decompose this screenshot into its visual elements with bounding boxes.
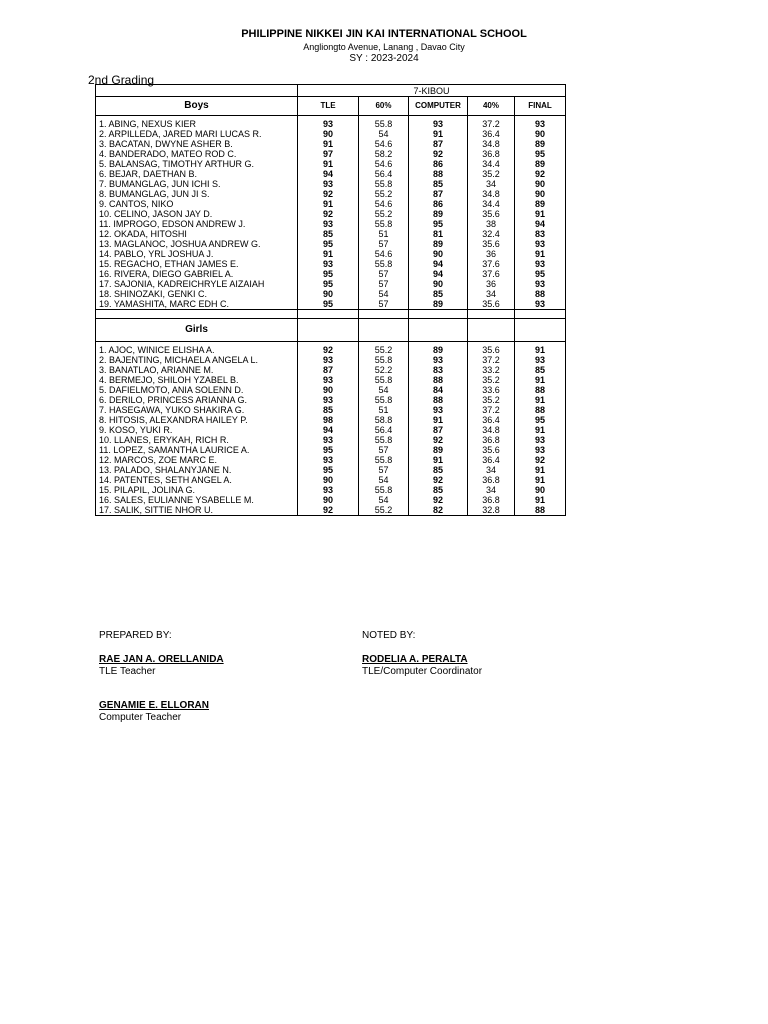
grade-tle: 93 <box>298 179 359 189</box>
grade-comp: 85 <box>409 465 468 475</box>
student-row <box>96 179 566 189</box>
grade-p40: 37.6 <box>468 269 515 279</box>
grade-tle: 87 <box>298 365 359 375</box>
grade-p60: 57 <box>359 239 409 249</box>
student-name: 17. SALIK, SITTIE NHOR U. <box>96 505 298 516</box>
grade-tle: 93 <box>298 355 359 365</box>
student-name: 15. PILAPIL, JOLINA G. <box>96 485 298 495</box>
grade-comp: 93 <box>409 119 468 129</box>
grade-p40: 32.4 <box>468 229 515 239</box>
class-name: 7-KIBOU <box>298 85 566 97</box>
grade-p60: 57 <box>359 269 409 279</box>
grade-p40: 35.2 <box>468 375 515 385</box>
student-row <box>96 375 566 385</box>
grade-final: 91 <box>515 249 566 259</box>
grade-final: 95 <box>515 269 566 279</box>
student-name: 3. BACATAN, DWYNE ASHER B. <box>96 139 298 149</box>
student-row <box>96 119 566 129</box>
noted-by-label: NOTED BY: <box>362 630 416 641</box>
grade-p60: 54.6 <box>359 199 409 209</box>
grade-final: 93 <box>515 445 566 455</box>
grade-p40: 36.8 <box>468 435 515 445</box>
student-row <box>96 269 566 279</box>
grade-comp: 92 <box>409 495 468 505</box>
grade-comp: 91 <box>409 415 468 425</box>
grade-comp: 92 <box>409 149 468 159</box>
prepared-by-label: PREPARED BY: <box>99 630 172 641</box>
grade-p60: 55.8 <box>359 355 409 365</box>
grade-p60: 55.2 <box>359 505 409 516</box>
grade-final: 95 <box>515 149 566 159</box>
col-40-header: 40% <box>468 97 515 116</box>
grade-p60: 55.2 <box>359 189 409 199</box>
grade-comp: 87 <box>409 189 468 199</box>
grade-p40: 34.8 <box>468 139 515 149</box>
grade-comp: 85 <box>409 179 468 189</box>
grade-p60: 56.4 <box>359 169 409 179</box>
boys-header-row <box>96 97 566 116</box>
grade-tle: 93 <box>298 395 359 405</box>
student-row <box>96 289 566 299</box>
grade-tle: 85 <box>298 229 359 239</box>
grade-p60: 51 <box>359 405 409 415</box>
student-name: 12. MARCOS, ZOE MARC E. <box>96 455 298 465</box>
grade-final: 93 <box>515 119 566 129</box>
grade-tle: 93 <box>298 119 359 129</box>
grade-p40: 35.6 <box>468 299 515 310</box>
grade-p40: 34 <box>468 465 515 475</box>
student-row <box>96 505 566 516</box>
grade-tle: 93 <box>298 455 359 465</box>
student-row <box>96 495 566 505</box>
grade-p60: 55.8 <box>359 485 409 495</box>
computer-teacher-role: Computer Teacher <box>99 712 182 723</box>
grade-tle: 93 <box>298 259 359 269</box>
grade-p60: 56.4 <box>359 425 409 435</box>
student-name: 1. ABING, NEXUS KIER <box>96 119 298 129</box>
student-name: 12. OKADA, HITOSHI <box>96 229 298 239</box>
tle-teacher-name: RAE JAN A. ORELLANIDA <box>99 654 224 665</box>
grade-tle: 92 <box>298 209 359 219</box>
grade-final: 91 <box>515 465 566 475</box>
student-row <box>96 395 566 405</box>
grade-final: 93 <box>515 355 566 365</box>
student-row <box>96 425 566 435</box>
student-name: 5. BALANSAG, TIMOTHY ARTHUR G. <box>96 159 298 169</box>
grade-tle: 95 <box>298 269 359 279</box>
grade-p40: 36.8 <box>468 475 515 485</box>
grade-tle: 95 <box>298 299 359 310</box>
school-name: PHILIPPINE NIKKEI JIN KAI INTERNATIONAL SCHOOL <box>241 28 527 40</box>
grade-p40: 36 <box>468 279 515 289</box>
grade-final: 91 <box>515 425 566 435</box>
student-name: 9. KOSO, YUKI R. <box>96 425 298 435</box>
grade-p40: 34.4 <box>468 159 515 169</box>
student-name: 14. PABLO, YRL JOSHUA J. <box>96 249 298 259</box>
student-row <box>96 139 566 149</box>
grade-final: 91 <box>515 475 566 485</box>
student-row <box>96 355 566 365</box>
grade-tle: 91 <box>298 249 359 259</box>
student-row <box>96 385 566 395</box>
grade-comp: 89 <box>409 299 468 310</box>
grade-tle: 93 <box>298 485 359 495</box>
student-row <box>96 219 566 229</box>
school-year: SY : 2023-2024 <box>349 53 419 64</box>
col-final-header: FINAL <box>515 97 566 116</box>
student-name: 8. HITOSIS, ALEXANDRA HAILEY P. <box>96 415 298 425</box>
grade-comp: 87 <box>409 139 468 149</box>
grade-tle: 94 <box>298 425 359 435</box>
student-row <box>96 129 566 139</box>
col-60-header: 60% <box>359 97 409 116</box>
student-name: 4. BERMEJO, SHILOH YZABEL B. <box>96 375 298 385</box>
student-row <box>96 249 566 259</box>
grade-final: 85 <box>515 365 566 375</box>
grade-comp: 92 <box>409 475 468 485</box>
coordinator-name: RODELIA A. PERALTA <box>362 654 468 665</box>
student-row <box>96 299 566 310</box>
boys-rows <box>96 119 566 310</box>
grade-p60: 58.8 <box>359 415 409 425</box>
grade-p40: 34 <box>468 289 515 299</box>
grade-comp: 91 <box>409 129 468 139</box>
grade-tle: 90 <box>298 475 359 485</box>
grade-final: 94 <box>515 219 566 229</box>
grade-p60: 55.8 <box>359 119 409 129</box>
student-row <box>96 199 566 209</box>
tle-teacher-role: TLE Teacher <box>99 666 156 677</box>
student-name: 13. PALADO, SHALANYJANE N. <box>96 465 298 475</box>
grade-p60: 55.8 <box>359 219 409 229</box>
student-row <box>96 445 566 455</box>
student-name: 15. REGACHO, ETHAN JAMES E. <box>96 259 298 269</box>
grade-final: 93 <box>515 299 566 310</box>
grade-p40: 37.6 <box>468 259 515 269</box>
grade-comp: 86 <box>409 199 468 209</box>
grade-tle: 90 <box>298 385 359 395</box>
student-name: 11. LOPEZ, SAMANTHA LAURICE A. <box>96 445 298 455</box>
student-row <box>96 465 566 475</box>
grade-p40: 34.4 <box>468 199 515 209</box>
grade-final: 91 <box>515 395 566 405</box>
grade-comp: 93 <box>409 355 468 365</box>
student-name: 3. BANATLAO, ARIANNE M. <box>96 365 298 375</box>
grade-comp: 89 <box>409 209 468 219</box>
student-name: 4. BANDERADO, MATEO ROD C. <box>96 149 298 159</box>
grade-comp: 87 <box>409 425 468 435</box>
student-name: 7. BUMANGLAG, JUN ICHI S. <box>96 179 298 189</box>
grade-comp: 88 <box>409 395 468 405</box>
grade-tle: 97 <box>298 149 359 159</box>
grade-p40: 32.8 <box>468 505 515 516</box>
grade-p60: 54 <box>359 289 409 299</box>
student-name: 8. BUMANGLAG, JUN JI S. <box>96 189 298 199</box>
student-name: 16. RIVERA, DIEGO GABRIEL A. <box>96 269 298 279</box>
grade-p60: 55.8 <box>359 395 409 405</box>
student-row <box>96 279 566 289</box>
student-name: 6. BEJAR, DAETHAN B. <box>96 169 298 179</box>
student-row <box>96 485 566 495</box>
grade-comp: 88 <box>409 375 468 385</box>
student-name: 5. DAFIELMOTO, ANIA SOLENN D. <box>96 385 298 395</box>
grade-p40: 36 <box>468 249 515 259</box>
girls-section-label: Girls <box>96 319 298 342</box>
grade-p40: 35.6 <box>468 239 515 249</box>
grade-tle: 93 <box>298 435 359 445</box>
grade-final: 89 <box>515 199 566 209</box>
grade-final: 88 <box>515 505 566 516</box>
coordinator-role: TLE/Computer Coordinator <box>362 666 483 677</box>
col-computer-header: COMPUTER <box>409 97 468 116</box>
grade-final: 90 <box>515 189 566 199</box>
student-name: 14. PATENTES, SETH ANGEL A. <box>96 475 298 485</box>
student-row <box>96 149 566 159</box>
student-name: 2. ARPILLEDA, JARED MARI LUCAS R. <box>96 129 298 139</box>
grade-tle: 90 <box>298 129 359 139</box>
student-row <box>96 475 566 485</box>
grade-p60: 55.8 <box>359 375 409 385</box>
grade-comp: 94 <box>409 259 468 269</box>
grade-final: 88 <box>515 405 566 415</box>
school-address: Angliongto Avenue, Lanang , Davao City <box>303 42 465 52</box>
grade-comp: 89 <box>409 239 468 249</box>
grade-p60: 55.2 <box>359 209 409 219</box>
grade-final: 95 <box>515 415 566 425</box>
student-name: 9. CANTOS, NIKO <box>96 199 298 209</box>
grade-tle: 95 <box>298 239 359 249</box>
class-row <box>96 85 566 97</box>
grade-tle: 92 <box>298 345 359 355</box>
grade-final: 91 <box>515 209 566 219</box>
grade-comp: 94 <box>409 269 468 279</box>
grade-sheet <box>95 84 565 516</box>
grade-tle: 90 <box>298 495 359 505</box>
grade-p40: 36.4 <box>468 415 515 425</box>
student-name: 10. LLANES, ERYKAH, RICH R. <box>96 435 298 445</box>
grade-p40: 35.2 <box>468 169 515 179</box>
grade-p60: 55.8 <box>359 259 409 269</box>
student-row <box>96 169 566 179</box>
grade-p60: 57 <box>359 279 409 289</box>
grade-p60: 55.8 <box>359 455 409 465</box>
grade-p40: 34 <box>468 485 515 495</box>
grade-p40: 37.2 <box>468 119 515 129</box>
grade-final: 91 <box>515 345 566 355</box>
student-row <box>96 365 566 375</box>
grade-p40: 36.4 <box>468 129 515 139</box>
grade-tle: 91 <box>298 199 359 209</box>
grade-p40: 33.6 <box>468 385 515 395</box>
grade-comp: 89 <box>409 345 468 355</box>
grade-final: 92 <box>515 169 566 179</box>
grade-final: 90 <box>515 485 566 495</box>
grade-p60: 52.2 <box>359 365 409 375</box>
grade-p40: 37.2 <box>468 405 515 415</box>
student-row <box>96 209 566 219</box>
grade-comp: 93 <box>409 405 468 415</box>
grade-final: 90 <box>515 179 566 189</box>
grade-tle: 95 <box>298 445 359 455</box>
grade-p40: 35.6 <box>468 445 515 455</box>
grade-p60: 54.6 <box>359 249 409 259</box>
student-name: 2. BAJENTING, MICHAELA ANGELA L. <box>96 355 298 365</box>
grade-final: 91 <box>515 375 566 385</box>
student-name: 11. IMPROGO, EDSON ANDREW J. <box>96 219 298 229</box>
grade-comp: 85 <box>409 485 468 495</box>
grade-tle: 95 <box>298 465 359 475</box>
grade-comp: 88 <box>409 169 468 179</box>
grade-p40: 36.8 <box>468 149 515 159</box>
grade-final: 89 <box>515 139 566 149</box>
girls-rows <box>96 345 566 516</box>
grade-tle: 93 <box>298 375 359 385</box>
student-name: 18. SHINOZAKI, GENKI C. <box>96 289 298 299</box>
grade-p40: 35.6 <box>468 345 515 355</box>
grade-p60: 54.6 <box>359 159 409 169</box>
grade-final: 91 <box>515 495 566 505</box>
grade-final: 88 <box>515 385 566 395</box>
student-name: 1. AJOC, WINICE ELISHA A. <box>96 345 298 355</box>
student-row <box>96 229 566 239</box>
student-row <box>96 435 566 445</box>
student-row <box>96 189 566 199</box>
grade-tle: 91 <box>298 159 359 169</box>
student-row <box>96 415 566 425</box>
grade-p40: 34 <box>468 179 515 189</box>
grade-p40: 35.6 <box>468 209 515 219</box>
grade-p40: 35.2 <box>468 395 515 405</box>
grade-comp: 84 <box>409 385 468 395</box>
grade-comp: 83 <box>409 365 468 375</box>
grade-tle: 85 <box>298 405 359 415</box>
grade-p40: 37.2 <box>468 355 515 365</box>
grade-p60: 54 <box>359 129 409 139</box>
grade-p40: 34.8 <box>468 189 515 199</box>
grade-tle: 92 <box>298 505 359 516</box>
computer-teacher-name: GENAMIE E. ELLORAN <box>99 700 210 711</box>
grade-p40: 33.2 <box>468 365 515 375</box>
grade-tle: 93 <box>298 219 359 229</box>
grade-comp: 81 <box>409 229 468 239</box>
grade-tle: 90 <box>298 289 359 299</box>
grade-final: 89 <box>515 159 566 169</box>
student-name: 6. DERILO, PRINCESS ARIANNA G. <box>96 395 298 405</box>
grade-comp: 86 <box>409 159 468 169</box>
grade-p40: 36.8 <box>468 495 515 505</box>
grade-p60: 54 <box>359 385 409 395</box>
grade-p60: 57 <box>359 465 409 475</box>
grade-final: 93 <box>515 239 566 249</box>
grading-period: 2nd Grading <box>88 73 155 87</box>
student-name: 13. MAGLANOC, JOSHUA ANDREW G. <box>96 239 298 249</box>
grade-final: 93 <box>515 259 566 269</box>
grade-comp: 90 <box>409 279 468 289</box>
grade-p40: 34.8 <box>468 425 515 435</box>
grade-final: 93 <box>515 279 566 289</box>
grade-p60: 55.8 <box>359 179 409 189</box>
grade-final: 90 <box>515 129 566 139</box>
girls-header-row <box>96 319 566 342</box>
grade-comp: 91 <box>409 455 468 465</box>
student-row <box>96 455 566 465</box>
student-row <box>96 405 566 415</box>
grade-tle: 92 <box>298 189 359 199</box>
grade-tle: 94 <box>298 169 359 179</box>
grade-p60: 54 <box>359 495 409 505</box>
student-row <box>96 345 566 355</box>
grade-p60: 54 <box>359 475 409 485</box>
grades-table <box>95 84 566 516</box>
grade-tle: 98 <box>298 415 359 425</box>
grade-p60: 57 <box>359 445 409 455</box>
student-name: 19. YAMASHITA, MARC EDH C. <box>96 299 298 310</box>
student-name: 16. SALES, EULIANNE YSABELLE M. <box>96 495 298 505</box>
grade-final: 92 <box>515 455 566 465</box>
grade-comp: 95 <box>409 219 468 229</box>
grade-tle: 95 <box>298 279 359 289</box>
student-row <box>96 159 566 169</box>
grade-p60: 55.2 <box>359 345 409 355</box>
col-tle-header: TLE <box>298 97 359 116</box>
grade-final: 88 <box>515 289 566 299</box>
grade-p60: 58.2 <box>359 149 409 159</box>
student-name: 10. CELINO, JASON JAY D. <box>96 209 298 219</box>
blank-row <box>96 310 566 319</box>
grade-comp: 85 <box>409 289 468 299</box>
grade-p60: 54.6 <box>359 139 409 149</box>
grade-p60: 57 <box>359 299 409 310</box>
student-name: 7. HASEGAWA, YUKO SHAKIRA G. <box>96 405 298 415</box>
student-row <box>96 239 566 249</box>
grade-p60: 55.8 <box>359 435 409 445</box>
student-row <box>96 259 566 269</box>
grade-comp: 82 <box>409 505 468 516</box>
boys-section-label: Boys <box>96 97 298 116</box>
grade-tle: 91 <box>298 139 359 149</box>
grade-comp: 92 <box>409 435 468 445</box>
grade-p40: 38 <box>468 219 515 229</box>
grade-comp: 89 <box>409 445 468 455</box>
grade-comp: 90 <box>409 249 468 259</box>
grade-final: 93 <box>515 435 566 445</box>
grade-final: 83 <box>515 229 566 239</box>
grade-p40: 36.4 <box>468 455 515 465</box>
student-name: 17. SAJONIA, KADREICHRYLE AIZAIAH <box>96 279 298 289</box>
grade-p60: 51 <box>359 229 409 239</box>
